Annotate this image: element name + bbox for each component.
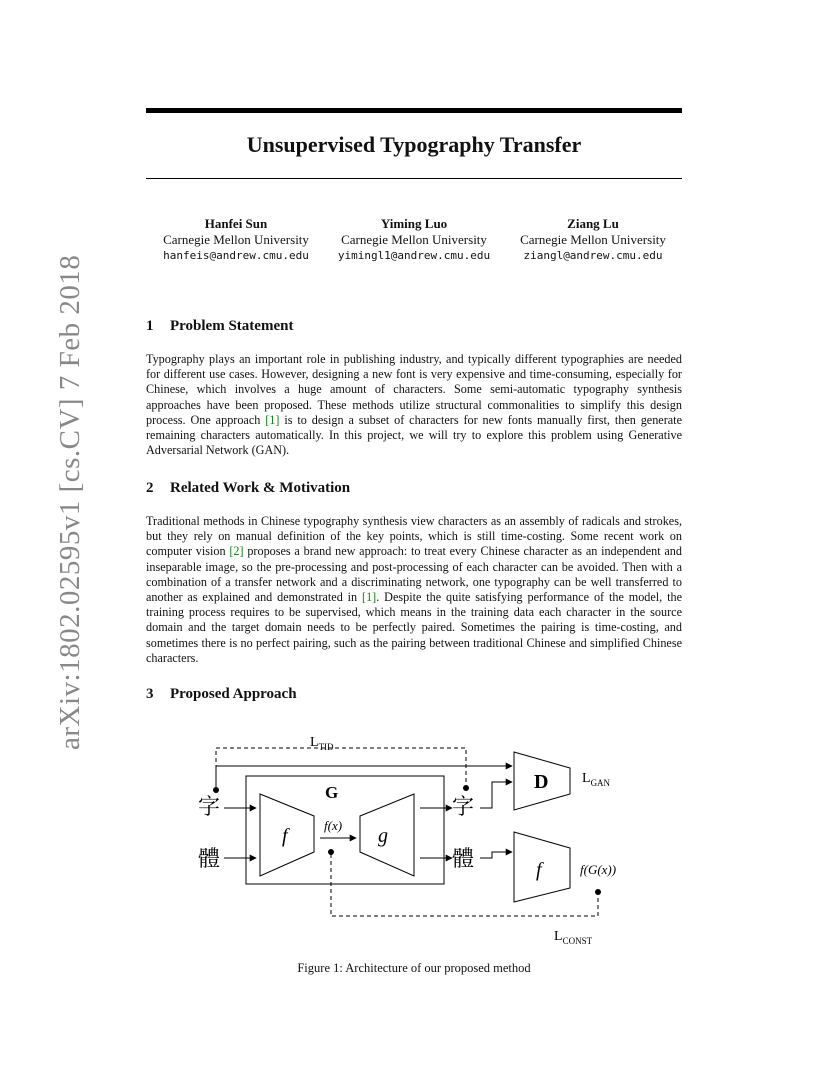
author-affiliation: Carnegie Mellon University [163,232,309,247]
citation-link[interactable]: [2] [229,544,244,559]
figure-caption: Figure 1: Architecture of our proposed method [297,961,531,975]
decoder-label: g [378,825,388,847]
paragraph-text: Typography plays an important role in publishing industry, and typically different typographies are needed for different use cases. However, designing a new font is very expensive and time-consuming, especially for Chinese, which involves a huge amount of characters. Some semi-automatic typography synthesis approaches have been proposed. These methods utilize structural commonalities to simplify this design process. One approach [146,352,682,427]
paper-title: Unsupervised Typography Transfer [246,132,582,157]
output-char-2: 體 [452,846,475,871]
encoder-copy-shape [514,832,570,902]
author-name: Hanfei Sun [204,216,268,231]
paragraph-text: proposes a brand new approach: to treat every Chinese character as an independent and inseparable image, so the pre-processing and post-processing of each character can be avoided. Then with a combination of a transfer network and a discriminating network, one typography can be well transferred to another as explained and demonstrated in [146,544,682,605]
author-affiliation: Carnegie Mellon University [520,232,666,247]
const-loss-label: $L_{CONST}$ [554,929,593,946]
input-char-2: 體 [198,846,221,871]
author-email[interactable]: ziangl@andrew.cmu.edu [523,249,663,262]
encoder-copy-label: f [536,859,542,881]
paragraph-text: . Despite the quite satisfying performance of the model, the training process requires to be supervised, which means in the training data each character in the source domain and the target domain needs to be perfectly paired. Sometimes the pairing is time-costing, and sometimes there is no perfect pairing, such as the pairing between traditional Chinese and simplified Chinese characters. [146,590,682,665]
citation-link[interactable]: [1] [362,590,377,605]
generator-label: G [325,783,339,802]
section-title: Related Work & Motivation [170,480,351,496]
arxiv-stamp-text: arXiv:1802.02595v1 [cs.CV] 7 Feb 2018 [54,254,86,750]
author-2 [324,216,504,264]
author-3 [503,216,683,264]
title-bottom-rule [146,178,682,179]
section-number: 3 [146,686,154,702]
output-dot [463,785,469,791]
section-2-heading [146,480,350,497]
paragraph-text: Traditional methods in Chinese typography synthesis view characters as an assembly of radicals and strokes, but they rely on manual definition of the key points, which is still time-costing. Some recent work on computer vision [146,514,682,559]
discriminator-label: D [534,771,549,793]
title-top-rule [146,108,682,113]
author-affiliation: Carnegie Mellon University [341,232,487,247]
author-name: Ziang Lu [567,216,619,231]
input-char-1: 字 [198,794,221,819]
section-3-heading [146,686,297,703]
encoding-label: f(x) [324,818,343,833]
section-number: 2 [146,480,154,496]
section-number: 1 [146,318,154,334]
encoder-label: f [282,825,288,847]
citation-link[interactable]: [1] [265,412,280,427]
input-dot [213,787,219,793]
output-encoding-label: f(G(x)) [580,862,617,877]
section-title: Problem Statement [170,318,294,334]
tid-loss-path [216,748,466,786]
author-name: Yiming Luo [380,216,448,231]
input-to-discriminator-line [216,766,512,788]
section-2-paragraph [146,514,682,666]
gan-loss-label: $L_{GAN}$ [582,771,611,788]
author-email[interactable]: hanfeis@andrew.cmu.edu [163,249,309,262]
section-1-heading [146,318,293,335]
output-char-1: 字 [452,794,475,819]
section-1-paragraph [146,352,682,458]
author-1 [146,216,326,264]
arxiv-stamp [14,254,86,760]
architecture-diagram [190,728,650,954]
author-email[interactable]: yimingl1@andrew.cmu.edu [337,249,491,262]
tid-loss-label: $L_{TID}$ [310,735,334,752]
paragraph-text: is to design a subset of characters for new fonts manually first, then generate remaining characters automatically. In this project, we will try to explore this problem using Generative Adversarial Network (GAN). [146,412,682,458]
section-title: Proposed Approach [170,686,297,702]
